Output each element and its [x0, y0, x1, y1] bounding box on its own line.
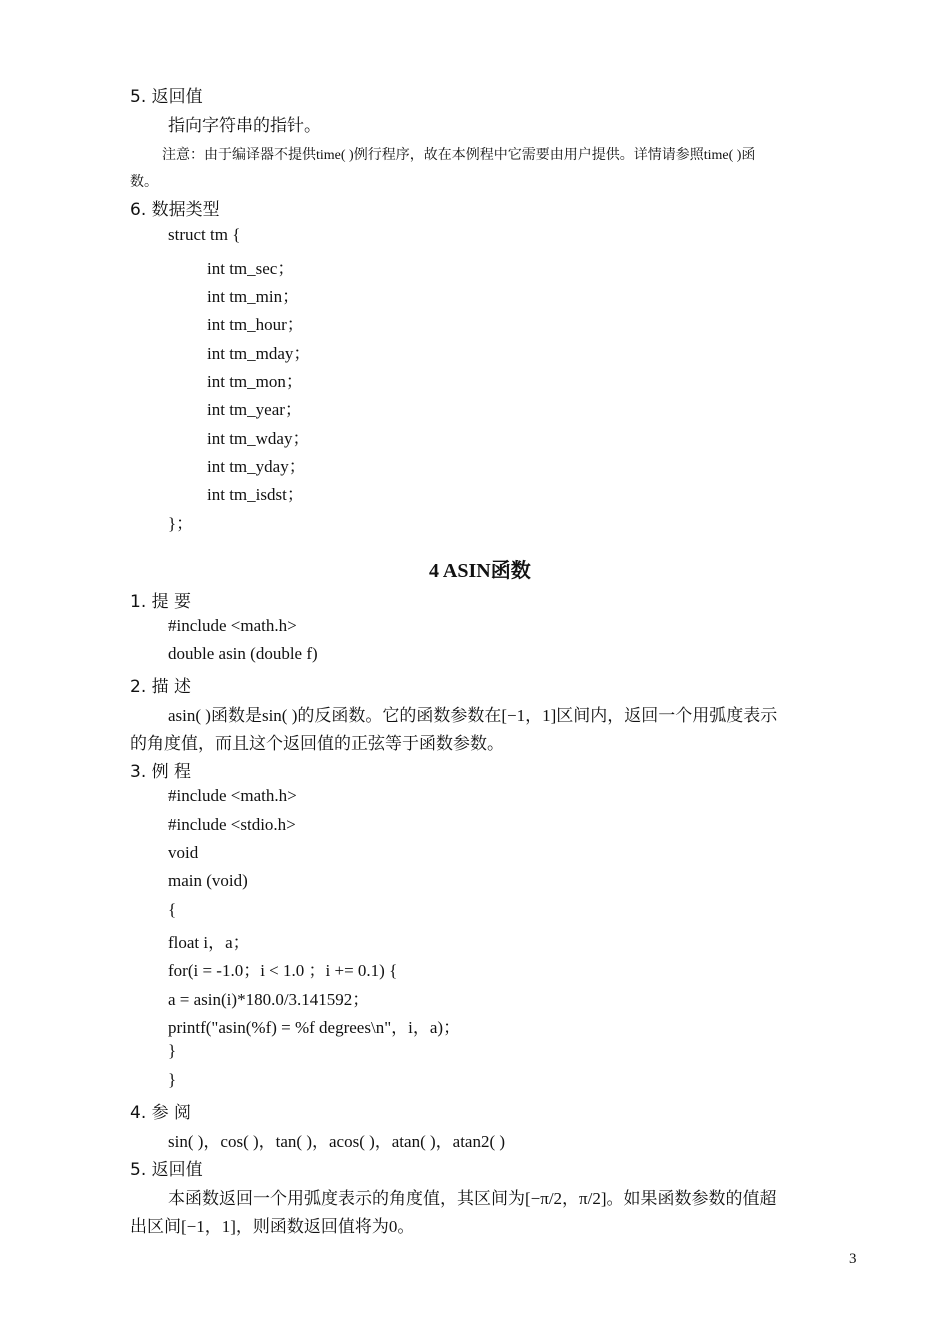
summary-heading: 1. 提 要 — [130, 592, 192, 612]
note-line-1: 注意：由于编译器不提供time( )例行程序，故在本例程中它需要由用户提供。详情请参照time( )函 — [162, 148, 756, 163]
struct-line: struct tm { — [168, 225, 241, 244]
struct-line: int tm_year； — [207, 400, 302, 419]
see-text: sin( )，cos( )，tan( )，acos( )，atan( )，atan2( ) — [168, 1132, 506, 1151]
code-line: printf("asin(%f) = %f degrees\n"，i，a)； — [168, 1018, 461, 1037]
return-text-prev: 指向字符串的指针。 — [168, 116, 321, 135]
struct-line: int tm_sec； — [207, 259, 295, 278]
code-line: } — [168, 1070, 177, 1089]
code-line: float i，a； — [168, 933, 250, 952]
code-line: #include <stdio.h> — [168, 815, 296, 834]
desc-line-1: asin( )函数是sin( )的反函数。它的函数参数在[−1，1]区间内，返回一个用弧度表示 — [168, 706, 778, 725]
code-line: void — [168, 843, 199, 862]
struct-line: }； — [168, 514, 194, 533]
section-title: 4 ASIN函数 — [429, 560, 531, 582]
summary-line: double asin (double f) — [168, 644, 318, 663]
desc-line-2: 的角度值，而且这个返回值的正弦等于函数参数。 — [130, 734, 504, 753]
return-heading: 5. 返回值 — [130, 1160, 203, 1180]
code-line: { — [168, 900, 177, 919]
example-heading: 3. 例 程 — [130, 762, 192, 782]
struct-line: int tm_mday； — [207, 344, 311, 363]
return-heading-prev: 5. 返回值 — [130, 87, 203, 107]
return-line-2: 出区间[−1，1]，则函数返回值将为0。 — [130, 1217, 415, 1236]
desc-heading: 2. 描 述 — [130, 677, 192, 697]
summary-line: #include <math.h> — [168, 616, 297, 635]
struct-line: int tm_hour； — [207, 315, 304, 334]
code-line: #include <math.h> — [168, 786, 297, 805]
see-heading: 4. 参 阅 — [130, 1103, 192, 1123]
return-line-1: 本函数返回一个用弧度表示的角度值，其区间为[−π/2，π/2]。如果函数参数的值超 — [168, 1189, 777, 1208]
struct-line: int tm_yday； — [207, 457, 306, 476]
struct-line: int tm_mon； — [207, 372, 303, 391]
code-line: } — [168, 1041, 177, 1060]
code-line: main (void) — [168, 871, 248, 890]
struct-line: int tm_isdst； — [207, 485, 304, 504]
struct-line: int tm_min； — [207, 287, 300, 306]
code-line: a = asin(i)*180.0/3.141592； — [168, 990, 370, 1009]
struct-line: int tm_wday； — [207, 429, 310, 448]
datatype-heading: 6. 数据类型 — [130, 200, 220, 220]
code-line: for(i = -1.0；i < 1.0 ；i += 0.1) { — [168, 961, 398, 980]
note-line-2: 数。 — [130, 175, 158, 190]
page-number: 3 — [849, 1251, 857, 1267]
